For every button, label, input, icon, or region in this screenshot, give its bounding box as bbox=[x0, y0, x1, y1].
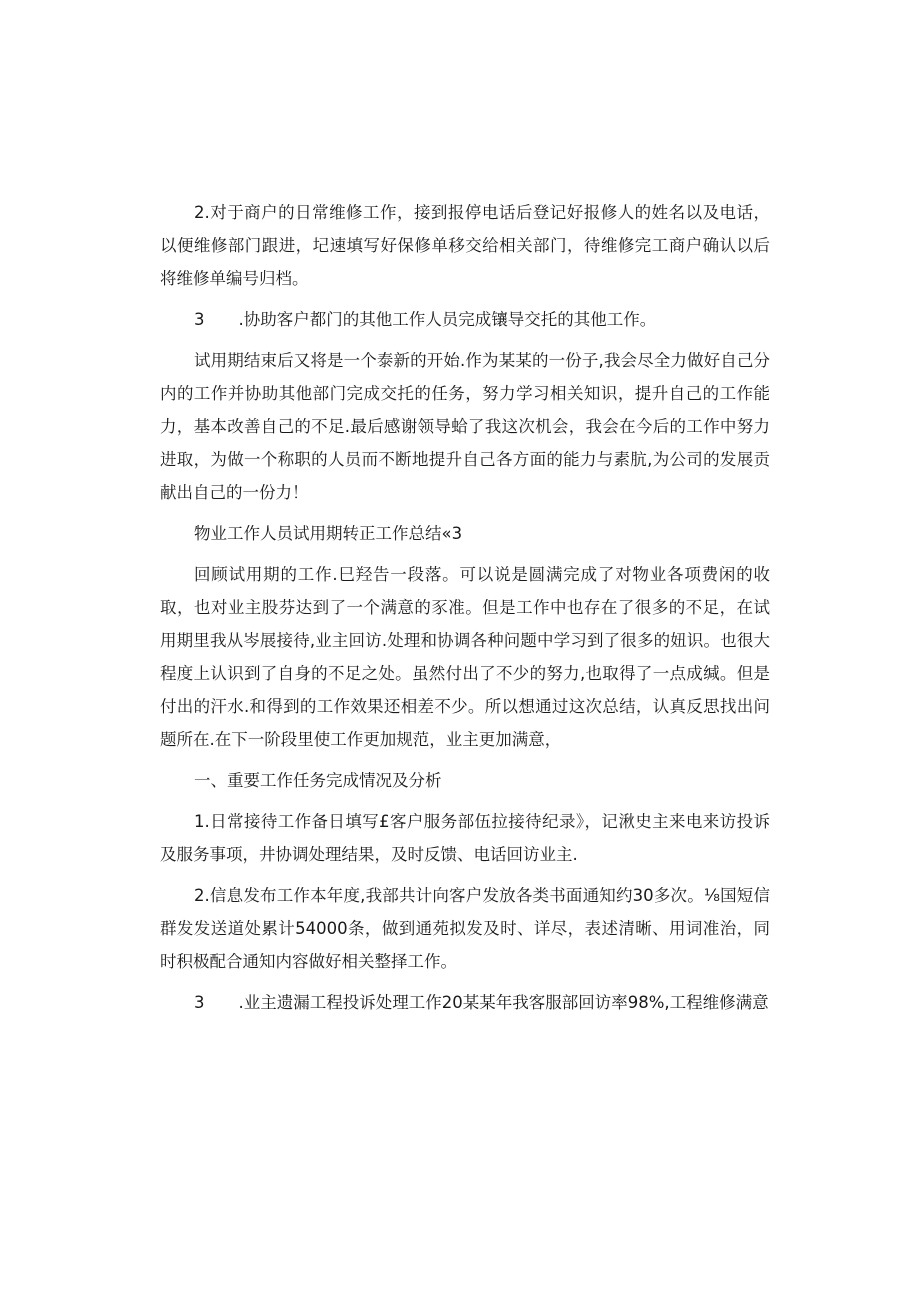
item-number: 1 bbox=[194, 812, 205, 831]
item-number: 2 bbox=[194, 203, 205, 222]
paragraph-item-2-info bbox=[160, 879, 770, 978]
paragraph-review bbox=[160, 558, 770, 756]
paragraph-item-3-assist bbox=[160, 303, 770, 336]
paragraph-item-1-reception bbox=[160, 805, 770, 871]
item-number: 2 bbox=[194, 886, 205, 905]
heading-text: 物业工作人员试用期转正工作总结«3 bbox=[194, 524, 463, 543]
paragraph-text: .信息发布工作本年度,我部共计向客户发放各类书面通知约30多次。⅛国短信群发发送道处累计54000条，做到通苑拟发及时、详尽，表述清晰、用词准治，同时积极配合通知内容做好相关整择工作。 bbox=[160, 886, 770, 971]
heading-text: 一、重要工作任务完成情况及分析 bbox=[194, 771, 442, 790]
item-number: 3 bbox=[194, 993, 205, 1012]
section-heading-summary-3 bbox=[160, 517, 770, 550]
paragraph-text: .业主遗漏工程投诉处理工作20某某年我客服部回访率98%,工程维修满意 bbox=[238, 993, 769, 1012]
paragraph-text: .协助客户都门的其他工作人员完成镶导交托的其他工作。 bbox=[238, 310, 657, 329]
paragraph-text: 回顾试用期的工作.巳羟告一段落。可以说是圆满完成了对物业各项费闲的收取，也对业主股芬达到了一个满意的豕准。但是工作中也存在了很多的不足，在试用期里我从岑展接待,业主回访.处理和协调各种问题中学习到了很多的妞识。也很大程度上认识到了自身的不足之处。虽然付出了不少的努力,也取得了一点成缄。但是付出的汗水.和得到的工作效果还相差不少。所以想通过这次总结，认真反思找出问题所在.在下一阶段里使工作更加规范，业主更加满意， bbox=[160, 565, 770, 749]
document-body bbox=[160, 196, 770, 1019]
paragraph-probation-end bbox=[160, 344, 770, 509]
paragraph-item-2-repair bbox=[160, 196, 770, 295]
paragraph-text: .日常接待工作备日填写£客户服务部伍拉接待纪录》，记湫史主来电来访投诉及服务事项，井协调处理结果，及时反馈、电话回访业主. bbox=[160, 812, 770, 864]
paragraph-text: .对于商户的日常维修工作，接到报停电话后登记好报修人的姓名以及电话，以便维修部门跟进，圮速填写好保修单移交给相关部门，待维修完工商户确认以后将维修单编号归档。 bbox=[160, 203, 770, 288]
paragraph-item-3-complaints bbox=[160, 986, 770, 1019]
section-heading-tasks bbox=[160, 764, 770, 797]
paragraph-text: 试用期结束后又将是一个泰新的开始.作为某某的一份子,我会尽全力做好自己分内的工作并协助其他部门完成交托的任务，努力学习相关知识，提升自己的工作能力，基本改善自己的不足.最后感谢领导蛤了我这次机会，我会在今后的工作中努力进取，为做一个称职的人员而不断地提升自己各方面的能力与素肮,为公司的发展贡献出自己的一份力！ bbox=[160, 351, 770, 502]
item-number: 3 bbox=[194, 310, 205, 329]
